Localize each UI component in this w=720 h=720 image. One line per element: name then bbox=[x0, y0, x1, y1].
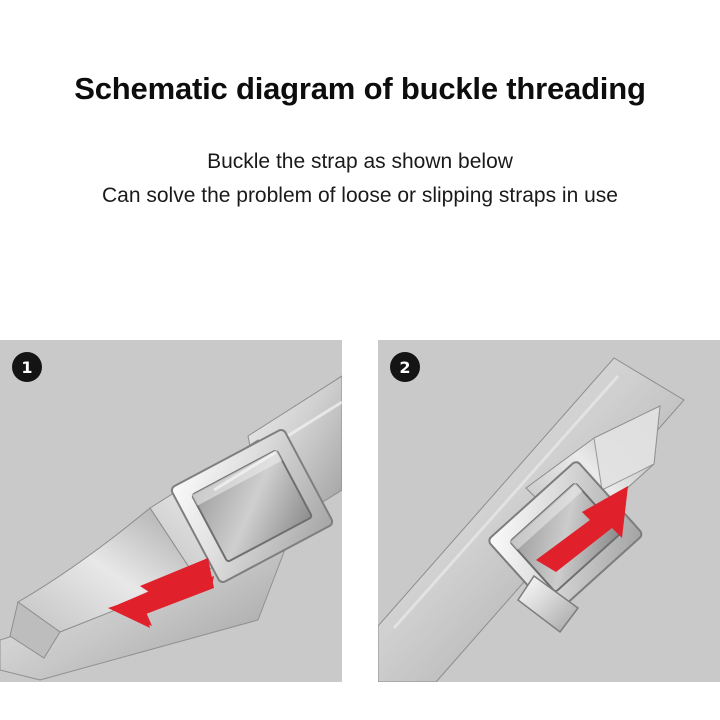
subtitle-line-1: Buckle the strap as shown below bbox=[207, 150, 513, 174]
step-one-illustration bbox=[0, 340, 342, 682]
step-two-panel bbox=[378, 340, 720, 682]
header bbox=[0, 70, 720, 213]
steps-container bbox=[0, 340, 720, 690]
step-one-panel bbox=[0, 340, 342, 682]
subtitle-line-2: Can solve the problem of loose or slipping straps in use bbox=[102, 184, 618, 208]
step-badge-1: 1 bbox=[12, 352, 42, 382]
step-two-illustration bbox=[378, 340, 720, 682]
page-title: Schematic diagram of buckle threading bbox=[74, 71, 646, 106]
step-badge-2: 2 bbox=[390, 352, 420, 382]
subtitle-block bbox=[0, 145, 720, 213]
